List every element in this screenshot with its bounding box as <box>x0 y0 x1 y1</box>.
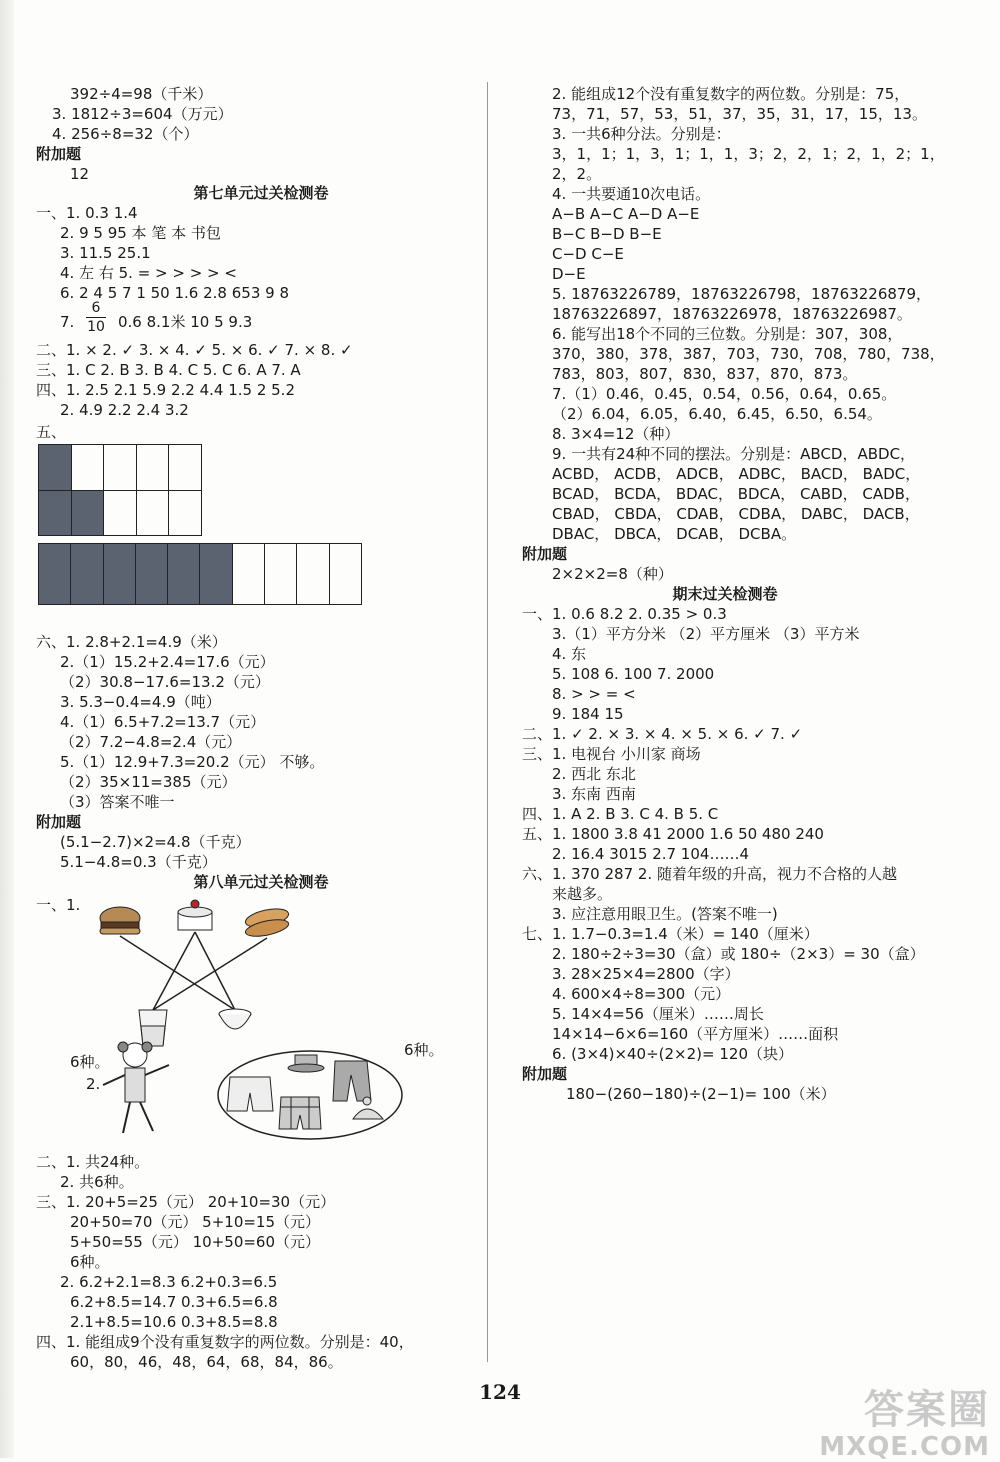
grid-cell-shaded <box>200 544 232 605</box>
cake-icon <box>178 900 212 930</box>
answer-line: 6. 能写出18个不同的三位数。分别是：307，308， <box>552 325 903 343</box>
answer-line: A−B A−C A−D A−E <box>552 205 700 223</box>
answer-line: 2. 9 5 95 本 笔 本 书包 <box>60 224 221 242</box>
answer-line: BCAD， BCDA， BDAC， BDCA， CABD， CADB， <box>552 485 920 503</box>
answer-line: （2）6.04，6.05，6.40，6.45，6.50，6.54。 <box>552 405 882 423</box>
final-exam-title: 期末过关检测卷 <box>672 585 778 603</box>
fraction-numerator: 6 <box>91 300 101 316</box>
answer-line: 3，1，1；1，3，1；1，1，3；2，2，1；2，1，2；1， <box>552 145 945 163</box>
answer-line: 二、1. ✓ 2. × 3. × 4. × 5. × 6. ✓ 7. ✓ <box>522 725 803 743</box>
clown-doll-icon <box>103 1042 169 1133</box>
grid-cell-shaded <box>103 544 135 605</box>
shorts-icon <box>227 1077 273 1111</box>
answer-line: 来越多。 <box>552 885 613 903</box>
answer-line: 5+50=55（元） 10+50=60（元） <box>70 1233 321 1251</box>
bonus-heading: 附加题 <box>522 1065 568 1083</box>
answer-line: 180−(260−180)÷(2−1)= 100（米） <box>566 1085 836 1103</box>
hat-icon <box>288 1055 324 1072</box>
answer-line: 六、1. 370 287 2. 随着年级的升高，视力不合格的人越 <box>522 865 897 883</box>
match-line <box>120 936 235 1010</box>
answer-line: 6. 2 4 5 7 1 50 1.6 2.8 653 9 8 <box>60 284 289 302</box>
grid-cell-shaded <box>39 544 71 605</box>
answer-line: 2. 6.2+2.1=8.3 6.2+0.3=6.5 <box>60 1273 278 1291</box>
grid-cell <box>136 490 169 536</box>
answer-line: 3.（1）平方分米 （2）平方厘米 （3）平方米 <box>552 625 860 643</box>
answer-line: 3. 1812÷3=604（万元） <box>52 105 233 123</box>
answer-line: 2. 共6种。 <box>60 1173 134 1191</box>
unit7-title: 第七单元过关检测卷 <box>193 184 329 202</box>
answer-line: 一、1. 0.3 1.4 <box>36 204 138 222</box>
match-line <box>153 938 267 1010</box>
fraction-grid-2x5 <box>38 444 202 536</box>
answer-line: 14×14−6×6=160（平方厘米）……面积 <box>552 1025 839 1043</box>
answer-line: 4. 600×4÷8=300（元） <box>552 985 731 1003</box>
bonus-heading: 附加题 <box>522 545 568 563</box>
grid-cell-shaded <box>39 490 72 536</box>
food-matching-illustration <box>95 898 295 1058</box>
pants-icon <box>333 1061 371 1101</box>
bowl-icon <box>219 1009 251 1029</box>
answer-line: 7.（1）0.46，0.45，0.54，0.56，0.64，0.65。 <box>552 385 897 403</box>
answer-line: 2. 180÷2÷3=30（盒）或 180÷（2×3）= 30（盒） <box>552 945 925 963</box>
answer-line: 5.1−4.8=0.3（千克） <box>60 853 217 871</box>
answer-line: （3）答案不唯一 <box>60 793 175 811</box>
answer-line: (5.1−2.7)×2=4.8（千克） <box>60 833 251 851</box>
section-label: 五、 <box>36 423 67 441</box>
grid-cell-shaded <box>71 490 104 536</box>
answer-line: 2. 16.4 3015 2.7 104……4 <box>552 845 749 863</box>
answer-line: 4. 左 右 5. = > > > > < <box>60 264 237 282</box>
answer-line: 5. 14×4=56（厘米）……周长 <box>552 1005 764 1023</box>
answer-line: 73，71，57，53，51，37，35，31，17，15，13。 <box>552 105 927 123</box>
grid-cell <box>329 544 361 605</box>
answer-line: 5.（1）12.9+7.3=20.2（元） 不够。 <box>60 753 325 771</box>
answer-line: DBAC， DBCA， DCAB， DCBA。 <box>552 525 797 543</box>
answer-line: 6.2+8.5=14.7 0.3+6.5=6.8 <box>70 1293 278 1311</box>
page-edge-shadow <box>0 0 14 1458</box>
column-divider <box>487 82 488 1362</box>
answer-line: 三、1. 20+5=25（元） 20+10=30（元） <box>36 1193 336 1211</box>
answer-line: 四、1. A 2. B 3. C 4. B 5. C <box>522 805 719 823</box>
answer-line: （2）30.8−17.6=13.2（元） <box>60 673 270 691</box>
answer-line: 3. 5.3−0.4=4.9（吨） <box>60 693 221 711</box>
answer-line: 一、1. <box>36 896 81 914</box>
answer-line: 370，380，378，387，703，730，708，780，738， <box>552 345 945 363</box>
grid-cell <box>297 544 329 605</box>
answer-line: 七、1. 1.7−0.3=1.4（米）= 140（厘米） <box>522 925 819 943</box>
answer-line: 5. 108 6. 100 7. 2000 <box>552 665 715 683</box>
grid-cell <box>169 445 202 491</box>
answer-line: 9. 一共有24种不同的摆法。分别是：ABCD，ABDC， <box>552 445 916 463</box>
answer-line: 2.1+8.5=10.6 0.3+8.5=8.8 <box>70 1313 278 1331</box>
watermark-url: MXQE.COM <box>819 1432 990 1462</box>
checkered-shorts-icon <box>279 1097 321 1129</box>
match-line <box>153 932 195 1010</box>
answer-line: 2. <box>86 1075 101 1093</box>
answer-line: 三、1. C 2. B 3. B 4. C 5. C 6. A 7. A <box>36 361 301 379</box>
answer-line: 2×2×2=8（种） <box>552 565 673 583</box>
answer-line: 0.6 8.1米 10 5 9.3 <box>118 313 253 331</box>
answer-line: 2，2。 <box>552 165 602 183</box>
answer-line: 三、1. 电视台 小川家 商场 <box>522 745 701 763</box>
grid-cell <box>265 544 297 605</box>
answer-line: 一、1. 0.6 8.2 2. 0.35 > 0.3 <box>522 605 727 623</box>
answer-line: D−E <box>552 265 586 283</box>
answer-line: 6种。 <box>70 1053 110 1071</box>
watermark-text: 答案圈 <box>864 1387 990 1433</box>
answer-line: C−D C−E <box>552 245 624 263</box>
answer-line: 20+50=70（元） 5+10=15（元） <box>70 1213 321 1231</box>
answer-line: 4. 256÷8=32（个） <box>52 125 199 143</box>
answer-line: 2.（1）15.2+2.4=17.6（元） <box>60 653 275 671</box>
answer-line: 783，803，807，830，837，870，873。 <box>552 365 858 383</box>
grid-cell <box>232 544 264 605</box>
answer-line: 9. 184 15 <box>552 705 624 723</box>
grid-cell-shaded <box>135 544 167 605</box>
answer-line: 五、1. 1800 3.8 41 2000 1.6 50 480 240 <box>522 825 824 843</box>
unit8-title: 第八单元过关检测卷 <box>193 873 329 891</box>
answer-line: 8. 3×4=12（种） <box>552 425 680 443</box>
answer-line: 12 <box>70 165 90 183</box>
answer-line: 6. (3×4)×40÷(2×2)= 120（块） <box>552 1045 793 1063</box>
answer-line: 二、1. 共24种。 <box>36 1153 150 1171</box>
answer-line: 六、1. 2.8+2.1=4.9（米） <box>36 633 227 651</box>
watermark-logo <box>819 1388 990 1462</box>
answer-line: 2. 能组成12个没有重复数字的两位数。分别是：75， <box>552 85 910 103</box>
answer-line: 6种。 <box>70 1253 110 1271</box>
grid-cell <box>71 445 104 491</box>
answer-line: 3. 东南 西南 <box>552 785 636 803</box>
answer-line: 3. 应注意用眼卫生。(答案不唯一) <box>552 905 778 923</box>
answer-line: 8. > > = < <box>552 685 636 703</box>
answer-line: 2. 4.9 2.2 2.4 3.2 <box>60 401 189 419</box>
page-number: 124 <box>479 1380 521 1404</box>
answer-line: 3. 一共6种分法。分别是： <box>552 125 731 143</box>
answer-line: （2）35×11=385（元） <box>60 773 237 791</box>
answer-line: 4. 东 <box>552 645 587 663</box>
answer-line: ACBD， ACDB， ADCB， ADBC， BACD， BADC， <box>552 465 921 483</box>
answer-line: 二、1. × 2. ✓ 3. × 4. ✓ 5. × 6. ✓ 7. × 8. ✓ <box>36 341 353 359</box>
grid-cell-shaded <box>39 445 72 491</box>
fraction-grid-1x10 <box>38 543 362 605</box>
grid-cell <box>104 445 137 491</box>
bonus-heading: 附加题 <box>36 813 82 831</box>
answer-line: 四、1. 能组成9个没有重复数字的两位数。分别是：40， <box>36 1333 414 1351</box>
bread-icon <box>244 906 290 940</box>
answer-line: 18763226897，18763226978，18763226987。 <box>552 305 912 323</box>
fraction-bar <box>86 317 106 318</box>
fraction-denominator: 10 <box>87 319 105 335</box>
grid-cell <box>104 490 137 536</box>
grid-cell-shaded <box>168 544 200 605</box>
answer-line: 4.（1）6.5+7.2=13.7（元） <box>60 713 266 731</box>
answer-line: （2）7.2−4.8=2.4（元） <box>60 733 242 751</box>
answer-line: 2. 西北 东北 <box>552 765 636 783</box>
answer-line: 3. 28×25×4=2800（字） <box>552 965 740 983</box>
answer-line: B−C B−D B−E <box>552 225 662 243</box>
grid-cell <box>169 490 202 536</box>
answer-line: 四、1. 2.5 2.1 5.9 2.2 4.4 1.5 2 5.2 <box>36 381 295 399</box>
bonus-heading: 附加题 <box>36 145 82 163</box>
answer-line: 3. 11.5 25.1 <box>60 244 151 262</box>
answer-line: 392÷4=98（千米） <box>70 85 213 103</box>
answer-line: 7. <box>60 313 75 331</box>
answer-line: 4. 一共要通10次电话。 <box>552 185 711 203</box>
grid-cell-shaded <box>71 544 103 605</box>
fraction <box>86 300 106 335</box>
answer-line: 5. 18763226789，18763226798，18763226879， <box>552 285 932 303</box>
burger-icon <box>100 907 140 934</box>
grid-cell <box>136 445 169 491</box>
clothes-combination-illustration <box>95 1035 415 1145</box>
answer-line: 60，80，46，48，64，68，84，86。 <box>70 1353 343 1371</box>
answer-line: CBAD， CBDA， CDAB， CDBA， DABC， DACB， <box>552 505 920 523</box>
answer-line: 6种。 <box>404 1041 444 1059</box>
